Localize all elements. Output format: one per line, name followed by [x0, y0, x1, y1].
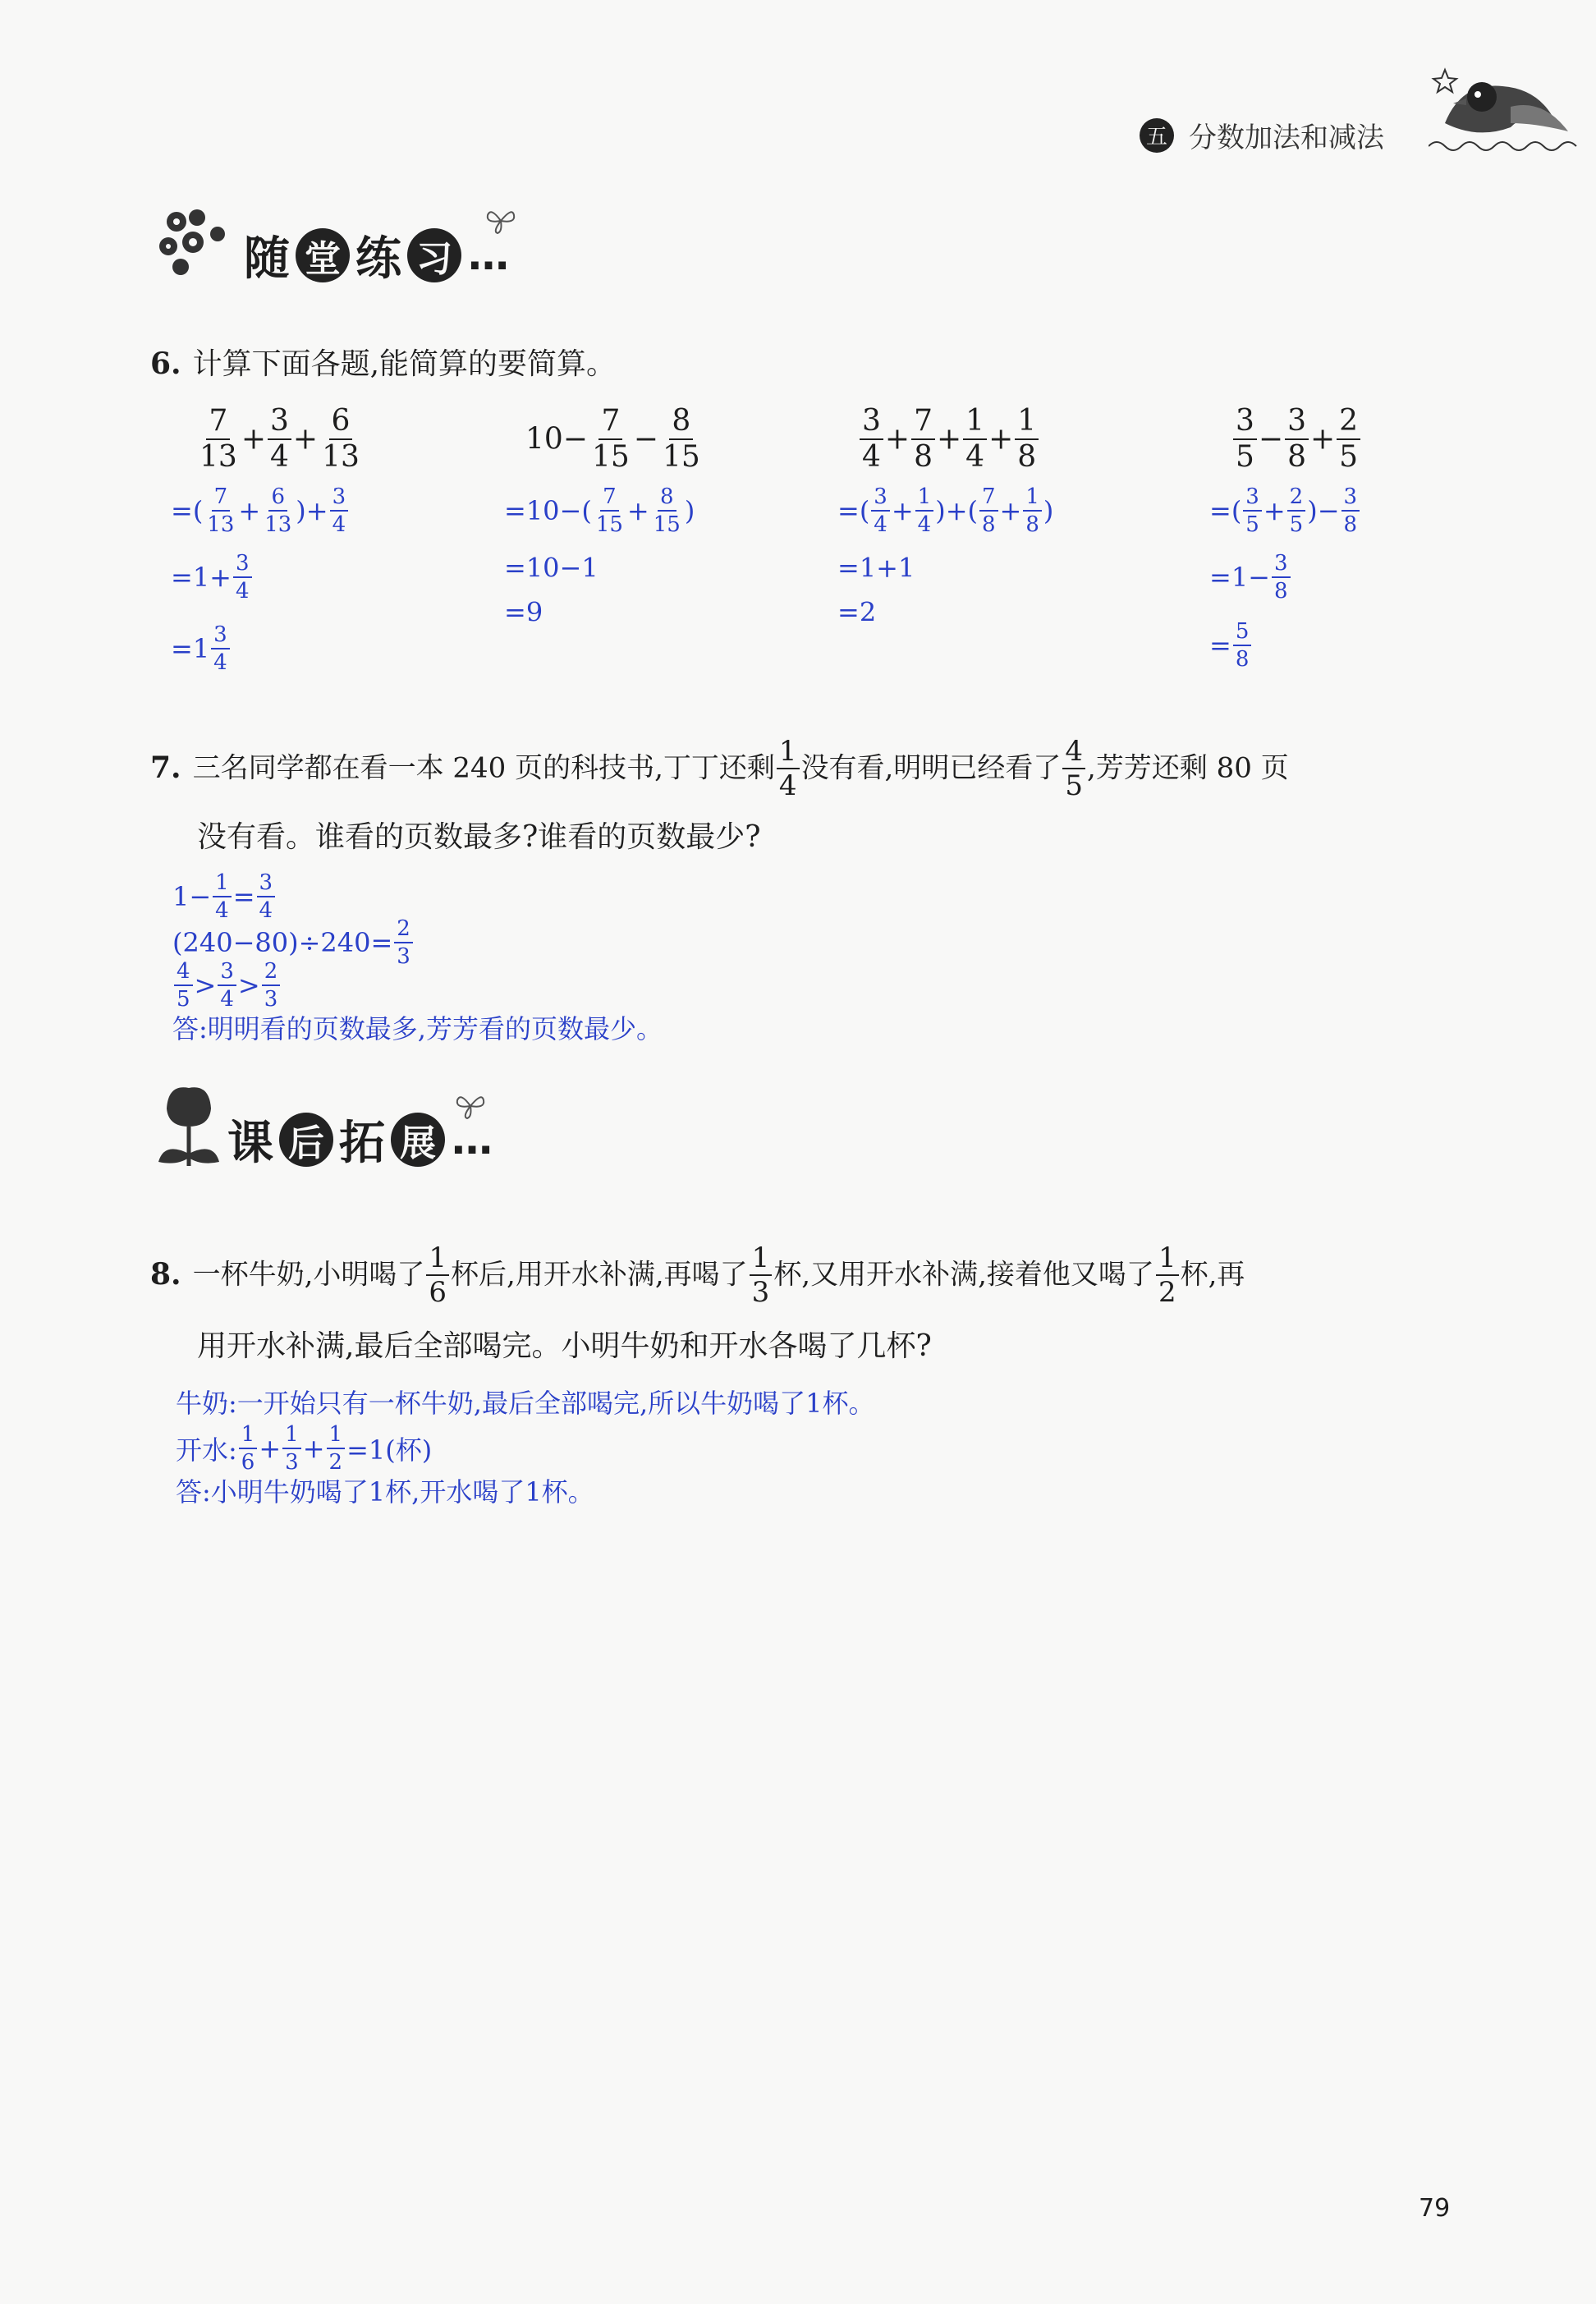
- numerator: 4: [1062, 737, 1085, 769]
- text-segment: =: [232, 881, 255, 912]
- section-title-practice: [240, 228, 512, 286]
- wavy-line: [1429, 138, 1585, 154]
- question-6: [150, 347, 616, 382]
- q6-p4-step-3: [1209, 621, 1253, 670]
- numerator: 7: [911, 406, 935, 440]
- numerator: 4: [174, 961, 193, 986]
- text-segment: 杯,又用开水补满,接着他又喝了: [773, 1258, 1154, 1292]
- fraction: [777, 737, 800, 800]
- q6-number: 6.: [150, 347, 181, 381]
- fraction: [1243, 486, 1262, 535]
- text-segment: =(: [1209, 495, 1242, 526]
- q6-p3-step-1: [837, 486, 1053, 535]
- fraction: [327, 1424, 346, 1473]
- numerator: 1: [282, 1424, 301, 1449]
- denominator: 15: [653, 512, 681, 537]
- fraction: [197, 406, 240, 472]
- numerator: 7: [212, 486, 231, 512]
- fraction: [1233, 621, 1252, 670]
- text-segment: +: [292, 422, 319, 457]
- numerator: 8: [669, 406, 693, 440]
- question-7: [150, 737, 1289, 800]
- text-segment: +: [891, 495, 914, 526]
- denominator: 6: [429, 1276, 447, 1309]
- fraction: [319, 406, 362, 472]
- text-segment: −: [1258, 422, 1284, 457]
- flower-decoration-icon: [152, 197, 242, 287]
- numerator: 1: [426, 1244, 449, 1276]
- text-segment: +: [626, 495, 649, 526]
- fraction: [915, 486, 934, 535]
- tulip-decoration-icon: [152, 1076, 226, 1174]
- chapter-mark: 五: [1140, 118, 1174, 153]
- q6-p3-expression: [858, 406, 1040, 472]
- numerator: 3: [1233, 406, 1257, 440]
- numerator: 1: [963, 406, 987, 440]
- denominator: 4: [220, 987, 234, 1012]
- text-segment: +: [302, 1433, 325, 1464]
- denominator: 4: [874, 512, 887, 537]
- text-segment: ,芳芳还剩 80 页: [1087, 751, 1289, 785]
- practice-char-1: 随: [244, 232, 290, 286]
- q6-p1-step-2: [171, 553, 254, 602]
- text-segment: 杯,再: [1180, 1258, 1245, 1292]
- text-segment: +: [238, 495, 261, 526]
- fraction: [262, 486, 294, 535]
- fraction: [979, 486, 998, 535]
- extension-char-3: 拓: [339, 1117, 385, 1170]
- text-segment: 牛奶:一开始只有一杯牛奶,最后全部喝完,所以牛奶喝了1杯。: [176, 1388, 875, 1419]
- text-segment: +: [241, 422, 266, 457]
- denominator: 13: [264, 512, 292, 537]
- fraction: [651, 486, 683, 535]
- fraction: [1062, 737, 1085, 800]
- text-segment: )−: [1307, 495, 1340, 526]
- numerator: 3: [233, 553, 252, 578]
- text-segment: ): [1043, 495, 1054, 526]
- denominator: 13: [207, 512, 235, 537]
- text-segment: =10−1: [504, 552, 598, 584]
- fraction: [218, 961, 236, 1010]
- fraction: [1023, 486, 1042, 535]
- denominator: 13: [322, 440, 360, 474]
- q7-answer-3: [172, 961, 282, 1010]
- numerator: 3: [1341, 486, 1360, 512]
- denominator: 5: [1065, 769, 1084, 802]
- text-segment: 一杯牛奶,小明喝了: [192, 1258, 425, 1292]
- q6-p1-step-1: [171, 486, 350, 535]
- denominator: 4: [917, 512, 932, 537]
- denominator: 4: [235, 579, 250, 604]
- text-segment: 答:明明看的页数最多,芳芳看的页数最少。: [172, 1013, 663, 1044]
- denominator: 8: [981, 512, 996, 537]
- question-8: [150, 1241, 1245, 1309]
- text-segment: =(: [171, 495, 204, 526]
- practice-char-2: 堂: [296, 228, 350, 282]
- fraction: [330, 486, 349, 535]
- text-segment: +: [999, 495, 1022, 526]
- fraction: [911, 406, 935, 472]
- denominator: 3: [751, 1276, 770, 1309]
- q6-text: 计算下面各题,能简算的要简算。: [192, 347, 617, 381]
- text-segment: =1−: [1209, 562, 1270, 593]
- denominator: 4: [778, 769, 797, 802]
- fraction: [211, 624, 230, 673]
- numerator: 1: [213, 872, 232, 897]
- denominator: 8: [1235, 647, 1250, 672]
- numerator: 3: [1285, 406, 1309, 440]
- q8-number: 8.: [150, 1257, 181, 1292]
- numerator: 5: [1233, 621, 1252, 646]
- page-number: 79: [1419, 2194, 1451, 2223]
- q6-p3-step-2: [837, 550, 915, 584]
- fraction: [594, 486, 626, 535]
- denominator: 2: [328, 1450, 343, 1475]
- denominator: 8: [1273, 579, 1288, 604]
- extension-char-2: 后: [279, 1113, 333, 1167]
- text-segment: 三名同学都在看一本 240 页的科技书,丁丁还剩: [192, 751, 775, 785]
- denominator: 5: [1245, 512, 1259, 537]
- numerator: 2: [1287, 486, 1306, 512]
- q8-answer-1: [176, 1383, 875, 1420]
- practice-dots: …: [468, 232, 512, 279]
- section-title-extension: [223, 1113, 496, 1170]
- fraction: [589, 406, 632, 472]
- text-segment: 10−: [525, 422, 588, 457]
- denominator: 5: [1339, 440, 1359, 474]
- numerator: 7: [600, 486, 619, 512]
- numerator: 3: [330, 486, 349, 512]
- denominator: 3: [285, 1450, 299, 1475]
- extension-dots: …: [452, 1116, 496, 1163]
- q7-answer-2: [172, 918, 415, 967]
- q7-line-2: 没有看。谁看的页数最多?谁看的页数最少?: [197, 820, 761, 854]
- numerator: 3: [218, 961, 236, 986]
- text-segment: =1+: [171, 562, 232, 593]
- chapter-header: [1140, 115, 1384, 155]
- butterfly-icon: [484, 207, 517, 235]
- numerator: 7: [598, 406, 622, 440]
- fraction: [426, 1241, 449, 1309]
- numerator: 1: [1015, 406, 1039, 440]
- fraction: [394, 918, 413, 967]
- fraction: [1015, 406, 1039, 472]
- fraction: [257, 872, 276, 921]
- denominator: 3: [264, 987, 278, 1012]
- practice-char-4: 习: [407, 228, 461, 282]
- text-segment: −: [633, 422, 658, 457]
- text-segment: =1+1: [837, 552, 915, 584]
- text-segment: +: [936, 422, 962, 457]
- denominator: 4: [269, 440, 289, 474]
- numerator: 7: [979, 486, 998, 512]
- numerator: 1: [239, 1424, 258, 1449]
- fraction: [174, 961, 193, 1010]
- denominator: 15: [662, 440, 700, 474]
- denominator: 5: [1289, 512, 1304, 537]
- fraction: [282, 1424, 301, 1473]
- fraction: [1272, 553, 1291, 602]
- q6-p2-step-1: [504, 486, 695, 535]
- fraction: [1233, 406, 1257, 472]
- denominator: 13: [200, 440, 237, 474]
- text-segment: +: [259, 1433, 282, 1464]
- q6-problem-3: [858, 406, 1040, 472]
- numerator: 1: [1023, 486, 1042, 512]
- denominator: 4: [862, 440, 881, 474]
- text-segment: +: [988, 422, 1014, 457]
- butterfly-icon-2: [454, 1092, 487, 1120]
- text-segment: =: [1209, 630, 1231, 661]
- q7-number: 7.: [150, 750, 181, 786]
- text-segment: 1−: [172, 881, 212, 912]
- fraction: [963, 406, 987, 472]
- numerator: 8: [658, 486, 676, 512]
- q8-line-1: [192, 1241, 1245, 1309]
- q6-p3-step-3: [837, 594, 876, 628]
- extension-char-1: 课: [227, 1117, 273, 1170]
- text-segment: >: [194, 970, 217, 1001]
- denominator: 4: [215, 898, 229, 923]
- denominator: 4: [259, 898, 273, 923]
- denominator: 8: [1287, 440, 1306, 474]
- numerator: 6: [329, 406, 353, 440]
- numerator: 3: [1243, 486, 1262, 512]
- q8-answer-2: [176, 1424, 432, 1473]
- fraction: [1156, 1241, 1179, 1309]
- text-segment: +: [1263, 495, 1286, 526]
- q6-p4-step-2: [1209, 553, 1292, 602]
- denominator: 5: [177, 987, 190, 1012]
- numerator: 2: [394, 918, 413, 943]
- fraction: [204, 486, 236, 535]
- q7-answer-1: [172, 872, 277, 921]
- q6-problem-2: [525, 406, 704, 472]
- denominator: 8: [1343, 512, 1358, 537]
- q6-p4-step-1: [1209, 486, 1361, 535]
- q7-line-1: [193, 737, 1289, 800]
- fraction: [268, 406, 291, 472]
- numerator: 3: [871, 486, 890, 512]
- numerator: 3: [268, 406, 291, 440]
- q6-p2-step-3: [504, 594, 543, 628]
- text-segment: =1: [171, 633, 210, 664]
- q8-answer-3: [176, 1471, 594, 1509]
- denominator: 4: [332, 512, 346, 537]
- q6-p2-expression: [525, 406, 704, 472]
- fraction: [1341, 486, 1360, 535]
- q6-p1-expression: [195, 406, 364, 472]
- numerator: 1: [750, 1244, 773, 1276]
- q6-problem-1: [195, 406, 364, 472]
- fraction: [750, 1241, 773, 1309]
- fraction: [871, 486, 890, 535]
- numerator: 1: [915, 486, 934, 512]
- numerator: 6: [268, 486, 287, 512]
- denominator: 4: [213, 650, 227, 675]
- text-segment: >: [237, 970, 260, 1001]
- q6-problem-4: [1231, 406, 1362, 472]
- fraction: [1287, 486, 1306, 535]
- denominator: 15: [591, 440, 630, 474]
- fraction: [233, 553, 252, 602]
- numerator: 2: [1337, 406, 1360, 440]
- q6-p4-expression: [1231, 406, 1362, 472]
- numerator: 1: [777, 737, 800, 769]
- text-segment: ): [684, 495, 695, 526]
- denominator: 5: [1236, 440, 1254, 474]
- text-segment: )+: [296, 495, 328, 526]
- fraction: [262, 961, 281, 1010]
- numerator: 3: [211, 624, 230, 649]
- text-segment: )+(: [935, 495, 978, 526]
- denominator: 2: [1158, 1276, 1176, 1309]
- text-segment: 没有看,明明已经看了: [800, 751, 1062, 785]
- fraction: [1285, 406, 1309, 472]
- fraction: [239, 1424, 258, 1473]
- q6-p2-step-2: [504, 550, 598, 584]
- fraction: [1337, 406, 1360, 472]
- numerator: 1: [1156, 1244, 1179, 1276]
- practice-char-3: 练: [355, 232, 401, 286]
- text-segment: =(: [837, 495, 870, 526]
- denominator: 15: [595, 512, 623, 537]
- text-segment: =1(杯): [346, 1434, 433, 1466]
- text-segment: +: [1309, 422, 1336, 457]
- extension-char-4: 展: [391, 1113, 445, 1167]
- denominator: 4: [965, 440, 985, 474]
- numerator: 7: [206, 406, 230, 440]
- text-segment: =2: [837, 596, 877, 628]
- fraction: [213, 872, 232, 921]
- text-segment: 答:小明牛奶喝了1杯,开水喝了1杯。: [176, 1476, 594, 1508]
- numerator: 3: [860, 406, 883, 440]
- denominator: 3: [397, 944, 410, 969]
- q8-line-2: 用开水补满,最后全部喝完。小明牛奶和开水各喝了几杯?: [197, 1329, 932, 1363]
- text-segment: 杯后,用开水补满,再喝了: [451, 1258, 748, 1292]
- numerator: 3: [1272, 553, 1291, 578]
- fraction: [660, 406, 703, 472]
- numerator: 2: [262, 961, 281, 986]
- text-segment: 开水:: [176, 1434, 237, 1466]
- text-segment: =10−(: [504, 495, 592, 526]
- denominator: 8: [1025, 512, 1039, 537]
- chapter-title: 分数加法和减法: [1189, 122, 1384, 154]
- numerator: 3: [257, 872, 276, 897]
- denominator: 8: [1017, 440, 1037, 474]
- fraction: [860, 406, 883, 472]
- denominator: 8: [914, 440, 933, 474]
- text-segment: =9: [504, 596, 543, 628]
- q6-p1-step-3: [171, 624, 232, 673]
- text-segment: +: [884, 422, 910, 457]
- text-segment: (240−80)÷240=: [172, 927, 393, 958]
- q7-answer-4: [172, 1008, 663, 1046]
- numerator: 1: [327, 1424, 346, 1449]
- denominator: 6: [241, 1450, 255, 1475]
